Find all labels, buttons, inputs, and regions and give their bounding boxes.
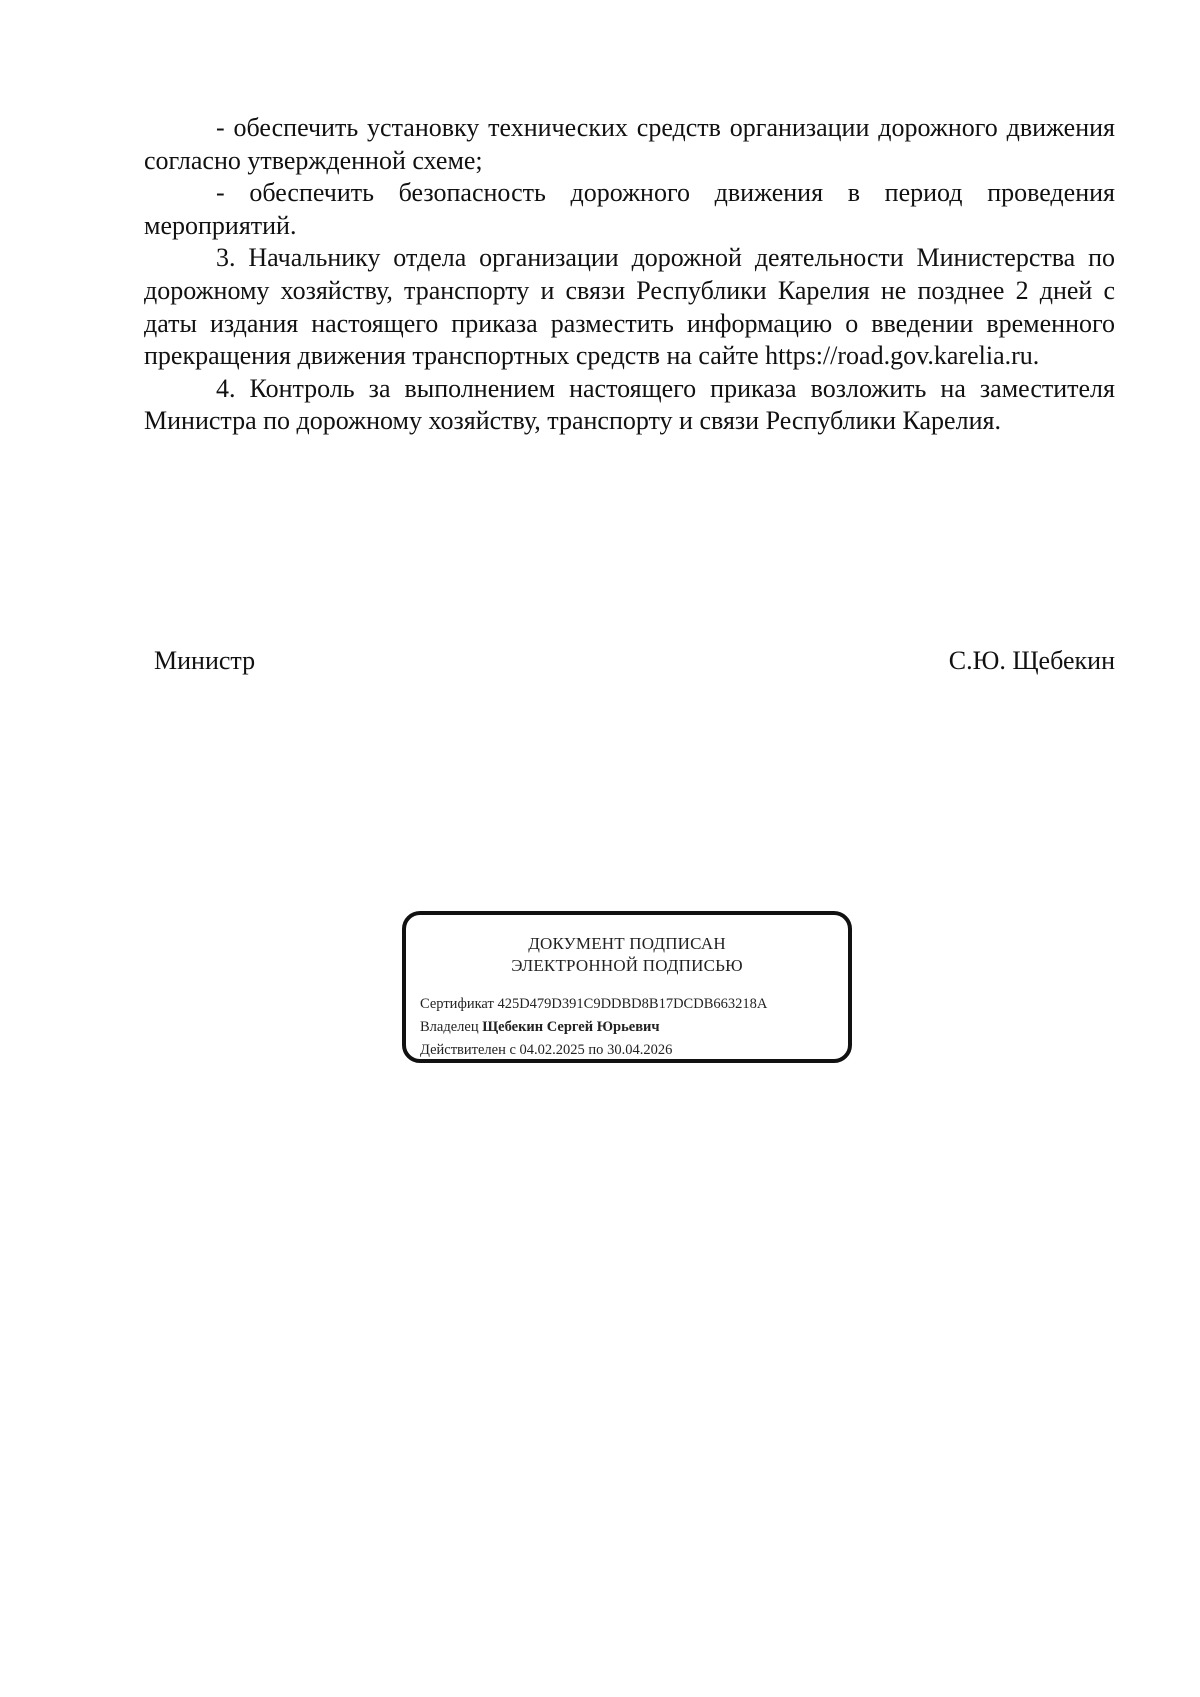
stamp-details	[420, 993, 767, 1062]
electronic-signature-stamp	[402, 911, 852, 1063]
signatory-name: С.Ю. Щебекин	[948, 646, 1115, 675]
valid-to-date: 30.04.2026	[607, 1042, 673, 1058]
owner-value: Щебекин Сергей Юрьевич	[482, 1019, 660, 1035]
valid-to-label: по	[588, 1042, 604, 1058]
signatory-position: Министр	[154, 646, 256, 675]
paragraph-item-4: 4. Контроль за выполнением настоящего приказа возложить на заместителя Министра по дорожному хозяйству, транспорту и связи Республики Карелия.	[144, 373, 1115, 436]
stamp-validity-line	[420, 1039, 767, 1062]
valid-from-date: 04.02.2025	[519, 1042, 585, 1058]
signature-block	[154, 645, 1115, 685]
valid-label: Действителен с	[420, 1042, 516, 1058]
certificate-value: 425D479D391C9DDBD8B17DCDB663218A	[497, 996, 768, 1012]
stamp-heading-line-1: ДОКУМЕНТ ПОДПИСАН	[528, 934, 726, 953]
stamp-owner-line	[420, 1016, 767, 1039]
certificate-label: Сертификат	[420, 996, 494, 1012]
paragraph-item-2: - обеспечить безопасность дорожного движения в период проведения мероприятий.	[144, 178, 1115, 240]
stamp-heading	[406, 933, 848, 977]
owner-label: Владелец	[420, 1019, 479, 1035]
paragraph-item-1: - обеспечить установку технических средств организации дорожного движения согласно утвержденной схеме;	[144, 113, 1115, 175]
stamp-heading-line-2: ЭЛЕКТРОННОЙ ПОДПИСЬЮ	[511, 956, 743, 975]
stamp-certificate-line	[420, 993, 767, 1016]
document-body	[144, 112, 1115, 438]
paragraph-item-3: 3. Начальнику отдела организации дорожной деятельности Министерства по дорожному хозяйству, транспорту и связи Республики Карелия не позднее 2 дней с даты издания настоящего приказа разместить информацию о введении временного прекращения движения транспортных средств на сайте https://road.gov.karelia.ru.	[144, 243, 1115, 371]
